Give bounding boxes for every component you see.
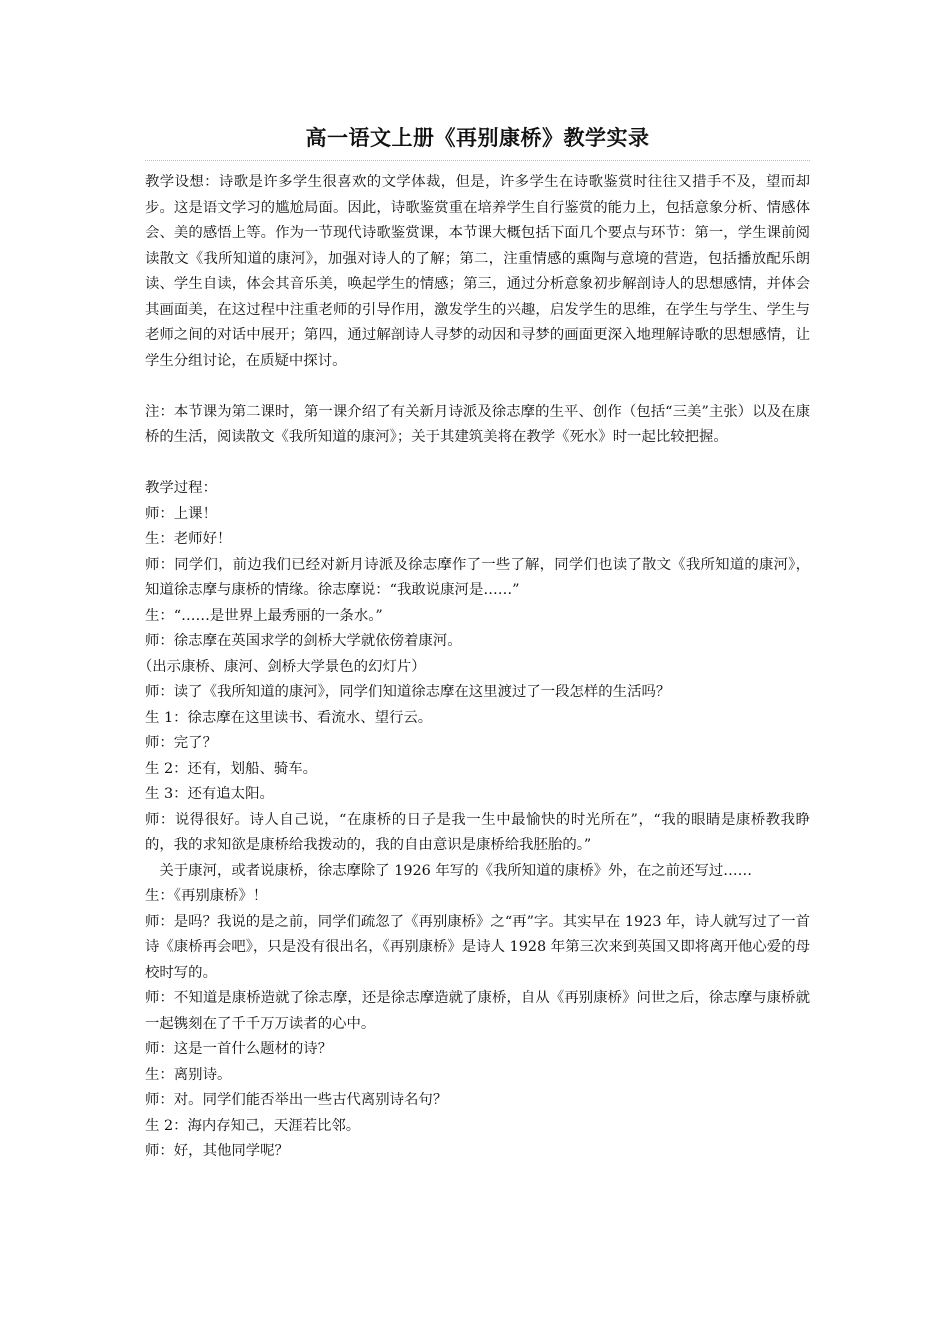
title-divider xyxy=(145,160,810,161)
dialogue-line: 师：上课！ xyxy=(145,505,217,522)
dialogue-line: 师：是吗？我说的是之前，同学们疏忽了《再别康桥》之“再”字。其实早在 1923 年，诗人就写过了一首诗《康桥再会吧》，只是没有很出名，《再别康桥》是诗人 1928 年第三次来到英国又即将离开他心爱的母校时写的。 xyxy=(145,913,810,981)
paragraph-spacer xyxy=(145,374,810,400)
dialogue-line: 生 3：还有追太阳。 xyxy=(145,786,274,802)
design-paragraph: 教学设想：诗歌是许多学生很喜欢的文学体裁，但是，许多学生在诗歌鉴赏时往往又措手不及，望而却步。这是语文学习的尴尬局面。因此，诗歌鉴赏重在培养学生自行鉴赏的能力上，包括意象分析、情感体会、美的感悟上等。作为一节现代诗歌鉴赏课，本节课大概包括下面几个要点与环节：第一，学生课前阅读散文《我所知道的康河》，加强对诗人的了解；第二，注重情感的熏陶与意境的营造，包括播放配乐朗读、学生自读，体会其音乐美，唤起学生的情感；第三，通过分析意象初步解剖诗人的思想感情，并体会其画面美，在这过程中注重老师的引导作用，激发学生的兴趣，启发学生的思维，在学生与学生、学生与老师之间的对话中展开；第四，通过解剖诗人寻梦的动因和寻梦的画面更深入地理解诗歌的思想感情，让学生分组讨论，在质疑中探讨。 xyxy=(145,174,810,369)
dialogue-line: 生：离别诗。 xyxy=(145,1066,232,1083)
dialogue-line: 师：不知道是康桥造就了徐志摩，还是徐志摩造就了康桥，自从《再别康桥》问世之后，徐志摩与康桥就一起镌刻在了千千万万读者的心中。 xyxy=(145,990,810,1032)
dialogue-line: 师：同学们，前边我们已经对新月诗派及徐志摩作了一些了解，同学们也读了散文《我所知道的康河》，知道徐志摩与康桥的情缘。徐志摩说：“我敢说康河是……” xyxy=(145,556,810,598)
dialogue-line: 生 1：徐志摩在这里读书、看流水、望行云。 xyxy=(145,709,433,726)
dialogue-line: 师：好，其他同学呢？ xyxy=(145,1143,289,1159)
stage-direction: （出示康桥、康河、剑桥大学景色的幻灯片） xyxy=(137,658,426,675)
dialogue-line: 师：对。同学们能否举出一些古代离别诗名句？ xyxy=(145,1092,448,1108)
note-paragraph: 注：本节课为第二课时，第一课介绍了有关新月诗派及徐志摩的生平、创作（包括“三美”主张）以及在康桥的生活，阅读散文《我所知道的康河》；关于其建筑美将在教学《死水》时一起比较把握。 xyxy=(145,403,810,445)
dialogue-line: 师：读了《我所知道的康河》，同学们知道徐志摩在这里渡过了一段怎样的生活吗？ xyxy=(145,684,671,700)
dialogue-line: 生 2：海内存知己，天涯若比邻。 xyxy=(145,1117,361,1134)
dialogue-line: 师：完了？ xyxy=(145,735,217,751)
dialogue-line: 师：说得很好。诗人自己说，“在康桥的日子是我一生中最愉快的时光所在”，“我的眼睛是康桥教我睁的，我的求知欲是康桥给我拨动的，我的自由意识是康桥给我胚胎的。” xyxy=(145,811,810,853)
dialogue-line: 生：老师好！ xyxy=(145,531,232,547)
dialogue-line: 师：这是一首什么题材的诗？ xyxy=(145,1041,333,1057)
paragraph-spacer xyxy=(145,451,810,477)
dialogue-line: 关于康河，或者说康桥，徐志摩除了 1926 年写的《我所知道的康桥》外，在之前还写过…… xyxy=(159,862,753,879)
document-title: 高一语文上册《再别康桥》教学实录 xyxy=(305,126,650,150)
dialogue-line: 生：“……是世界上最秀丽的一条水。” xyxy=(145,607,383,624)
process-heading: 教学过程： xyxy=(145,480,217,496)
dialogue-line: 生 2：还有，划船、骑车。 xyxy=(145,760,318,777)
document-body xyxy=(137,170,810,1165)
document-page xyxy=(137,0,810,1165)
dialogue-line: 生：《再别康桥》！ xyxy=(145,888,268,904)
dialogue-line: 师：徐志摩在英国求学的剑桥大学就依傍着康河。 xyxy=(145,633,462,649)
